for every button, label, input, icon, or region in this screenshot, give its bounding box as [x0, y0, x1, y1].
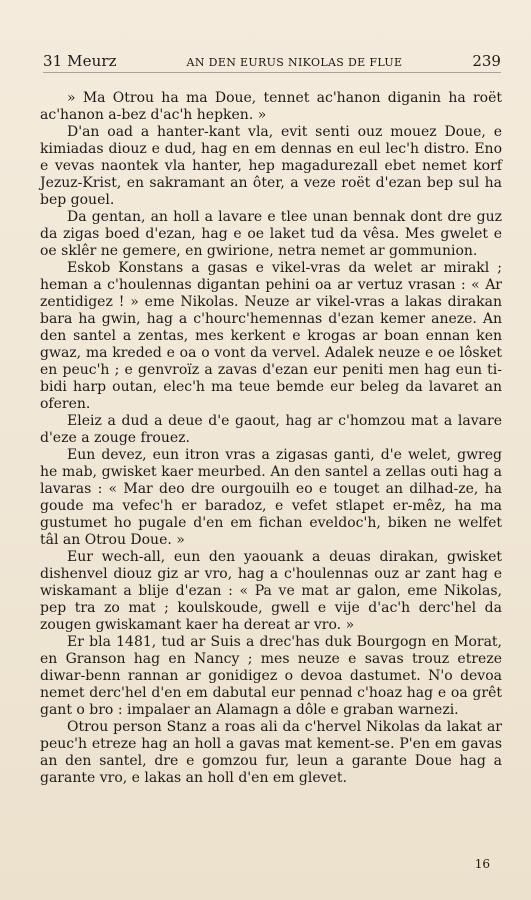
paragraph-6: Eun devez, eun itron vras a zigasas ganti, d'e welet, gwreg he mab, gwisket kaer meurbed. An den santel a zellas outi hag a lavaras : « Mar deo dre ourgouilh eo e touget an dilhad-ze, ha goude ma vefec'h er baradoz, e vefet stlapet er-mêz, ha ma gustumet ho pugale d'en em fichan eveldoc'h, biken ne welfet tâl an Otrou Doue. »	[40, 447, 502, 548]
paragraph-7: Eur wech-all, eun den yaouank a deuas dirakan, gwisket dishenvel diouz giz ar vro, hag a c'houlennas ouz ar zant hag e wiskamant a blije d'ezan : « Pa ve mat ar galon, eme Nikolas, pep tra zo mat ; koulskoude, gwell e vije d'ac'h derc'hel da zougen gwiskamant kaer ha dereat ar vro. »	[40, 549, 502, 633]
page-number: 239	[472, 52, 501, 70]
running-head	[43, 52, 501, 72]
paragraph-5: Eleiz a dud a deue d'e gaout, hag ar c'homzou mat a lavare d'eze a zouge frouez.	[40, 413, 502, 446]
header-rule	[43, 72, 501, 73]
running-head-date: 31 Meurz	[43, 52, 117, 70]
paragraph-4: Eskob Konstans a gasas e vikel-vras da welet ar mirakl ; heman a c'houlennas digantan pehini oa ar vertuz vrasan : « Ar zentidigez ! » eme Nikolas. Neuze ar vikel-vras a lakas dirakan bara ha gwin, hag a c'hourc'hemennas d'ezan kemer aneze. An den santel a zentas, mes kerkent e krogas ar boan ennan ken gwaz, ma kreded e oa o vont da vervel. Adalek neuze e oe lôsket en peuc'h ; e genvroïz a zavas d'ezan eur peniti men hag eun ti-bidi harp outan, elec'h ma teue bemde eur beleg da lavaret an oferen.	[40, 260, 502, 412]
paragraph-2: D'an oad a hanter-kant vla, evit senti ouz mouez Doue, e kimiadas diouz e dud, hag en em dennas en eul lec'h distro. Eno e vevas naontek vla hanter, hep magadurezall ebet nemet korf Jezuz-Krist, en sakramant an ôter, a veze roët d'ezan bep sul ha bep gouel.	[40, 124, 502, 208]
body-text	[40, 90, 502, 787]
paragraph-8: Er bla 1481, tud ar Suis a drec'has duk Bourgogn en Morat, en Granson hag en Nancy ; mes neuze e savas trouz etreze diwar-benn rannan ar gonidigez o devoa dastumet. N'o devoa nemet derc'hel d'en em dabutal eur pennad c'hoaz hag e oa grêt gant o bro : impalaer an Alamagn a dôle e graban warnezi.	[40, 634, 502, 718]
paragraph-3: Da gentan, an holl a lavare e tlee unan bennak dont dre guz da zigas boed d'ezan, hag e oe laket tud da vêsa. Mes gwelet e oe sklêr ne gemere, en gwirione, netra nemet ar gommunion.	[40, 209, 502, 259]
paragraph-9: Otrou person Stanz a roas ali da c'hervel Nikolas da lakat ar peuc'h etreze hag an holl a gavas mat kement-se. P'en em gavas an den santel, dre e gomzou fur, leun a garante Doue hag a garante vro, e lakas an holl d'en em glevet.	[40, 719, 502, 786]
signature-mark: 16	[474, 857, 490, 871]
running-head-title: AN DEN EURUS NIKOLAS DE FLUE	[186, 56, 403, 69]
paragraph-1: » Ma Otrou ha ma Doue, tennet ac'hanon diganin ha roët ac'hanon a-bez d'ac'h hepken. »	[40, 90, 502, 123]
